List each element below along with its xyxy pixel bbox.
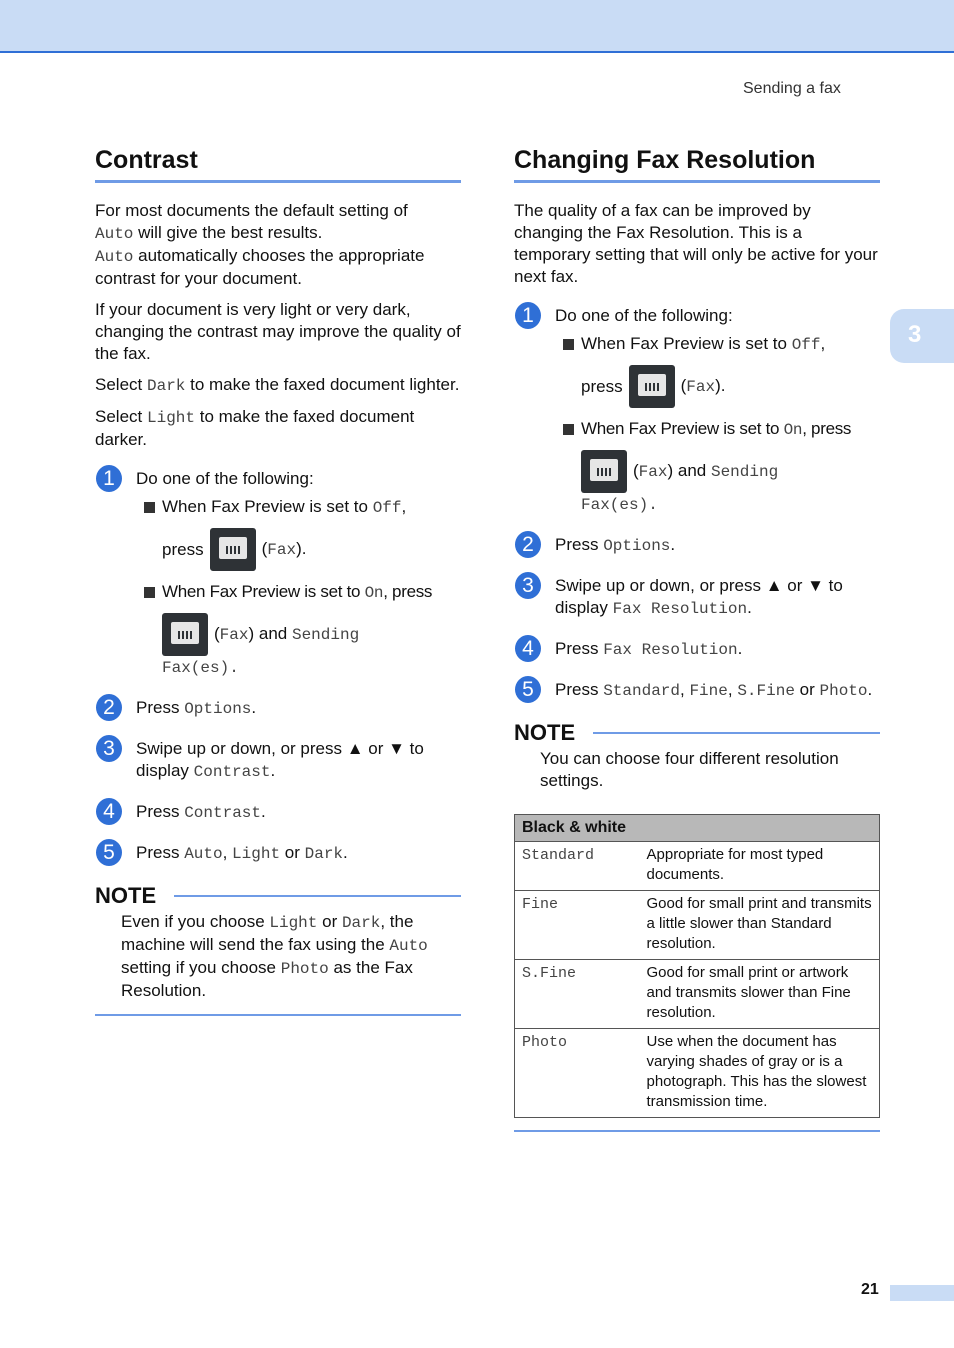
note-title: NOTE (95, 883, 157, 908)
resolution-table (514, 814, 880, 1118)
resolution-description: Appropriate for most typed documents. (640, 842, 880, 891)
note-body: You can choose four different resolution settings. (540, 749, 839, 790)
contrast-section (95, 146, 461, 1016)
chapter-tab (890, 309, 954, 363)
table-row (515, 891, 880, 960)
resolution-name: Standard (522, 847, 595, 864)
fax-button-icon[interactable] (629, 365, 675, 408)
step-number-badge: 3 (515, 572, 541, 599)
bullet-fax-preview-on: When Fax Preview is set to On, press (Fax) and Sending Fax(es). (136, 581, 461, 679)
step-1: 1 Do one of the following: When Fax Preview is set to Off, press (Fax). When Fax Preview is set to On, press (Fax) and Sending Fax(es). (95, 468, 461, 679)
page-number: 21 (861, 1281, 879, 1298)
square-bullet-icon (144, 587, 155, 598)
fax-button-icon[interactable] (162, 613, 208, 656)
square-bullet-icon (563, 424, 574, 435)
note-end-divider (95, 1014, 461, 1016)
step-5: 5 Press Auto, Light or Dark. (95, 842, 461, 865)
step-number-badge: 5 (515, 676, 541, 703)
table-row (515, 1029, 880, 1118)
table-header: Black & white (515, 815, 880, 842)
step-3: 3 Swipe up or down, or press ▲ or ▼ to display Fax Resolution. (514, 575, 880, 620)
note-body: Even if you choose Light or Dark, the machine will send the fax using the Auto setting if you choose Photo as the Fax Resolution. (121, 912, 428, 1000)
contrast-paragraph: If your document is very light or very dark, changing the contrast may improve the quality of the fax. (95, 300, 461, 363)
table-row (515, 842, 880, 891)
fax-resolution-intro: The quality of a fax can be improved by changing the Fax Resolution. This is a temporary setting that will only be active for your next fax. (514, 201, 878, 286)
resolution-description: Use when the document has varying shades of gray or is a photograph. This has the slowest transmission time. (640, 1029, 880, 1118)
table-row (515, 960, 880, 1029)
step-number-badge: 4 (515, 635, 541, 662)
step-number-badge: 2 (96, 694, 122, 721)
step-2: 2 Press Options. (95, 697, 461, 720)
fax-button-icon[interactable] (581, 450, 627, 493)
step-number-badge: 1 (96, 465, 122, 492)
step-4: 4 Press Contrast. (95, 801, 461, 824)
step-1: 1 Do one of the following: When Fax Preview is set to Off, press (Fax). When Fax Preview is set to On, press (Fax) and Sending Fax(es). (514, 305, 880, 516)
note-divider (174, 895, 461, 897)
fax-button-icon[interactable] (210, 528, 256, 571)
step-number-badge: 1 (515, 302, 541, 329)
step-5: 5 Press Standard, Fine, S.Fine or Photo. (514, 679, 880, 702)
bullet-fax-preview-off: When Fax Preview is set to Off, press (Fax). (136, 496, 461, 571)
note-divider (593, 732, 880, 734)
note-header (95, 883, 461, 909)
square-bullet-icon (144, 502, 155, 513)
square-bullet-icon (563, 339, 574, 350)
step-number-badge: 2 (515, 531, 541, 558)
fax-resolution-section (514, 146, 880, 1132)
chapter-number: 3 (908, 321, 922, 348)
resolution-name: S.Fine (522, 965, 577, 982)
step-4: 4 Press Fax Resolution. (514, 638, 880, 661)
note-title: NOTE (514, 720, 576, 745)
resolution-description: Good for small print and transmits a little slower than Standard resolution. (640, 891, 880, 960)
resolution-name: Photo (522, 1034, 568, 1051)
bullet-fax-preview-off: When Fax Preview is set to Off, press (Fax). (555, 333, 880, 408)
resolution-name: Fine (522, 896, 559, 913)
step-number-badge: 3 (96, 735, 122, 762)
step-number-badge: 4 (96, 798, 122, 825)
top-header-band (0, 0, 954, 53)
bullet-fax-preview-on: When Fax Preview is set to On, press (Fax) and Sending Fax(es). (555, 418, 880, 516)
resolution-description: Good for small print or artwork and transmits slower than Fine resolution. (640, 960, 880, 1029)
step-2: 2 Press Options. (514, 534, 880, 557)
note-end-divider (514, 1130, 880, 1132)
section-title-contrast: Contrast (95, 146, 461, 183)
running-head: Sending a fax (743, 80, 841, 97)
step-3: 3 Swipe up or down, or press ▲ or ▼ to display Contrast. (95, 738, 461, 783)
select-dark-text: Select Dark to make the faxed document lighter. (95, 375, 460, 395)
contrast-intro: For most documents the default setting of Auto will give the best results. Auto automatically chooses the appropriate contrast for your document. (95, 201, 425, 288)
page-number-tab (890, 1285, 954, 1301)
select-light-text: Select Light to make the faxed document darker. (95, 407, 415, 449)
note-header (514, 720, 880, 746)
step-number-badge: 5 (96, 839, 122, 866)
section-title-fax-resolution: Changing Fax Resolution (514, 146, 880, 183)
